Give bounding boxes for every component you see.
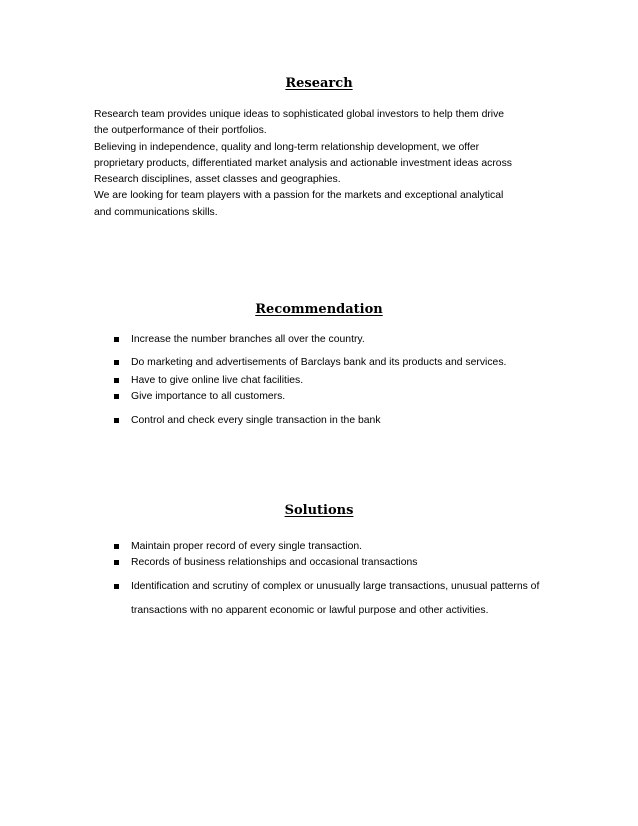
research-heading: Research (285, 76, 353, 91)
research-line: proprietary products, differentiated market analysis and actionable investment ideas across (94, 157, 512, 169)
list-item-text: Give importance to all customers. (131, 391, 286, 402)
list-item-text: Increase the number branches all over the country. (131, 334, 365, 345)
bullet-square-icon (114, 337, 119, 342)
list-item-text: Identification and scrutiny of complex or unusually large transactions, unusual patterns of transactions with no apparent economic or lawful purpose and other activities. (131, 581, 540, 616)
bullet-square-icon (114, 394, 119, 399)
recommendation-heading: Recommendation (255, 302, 383, 317)
research-line: Research team provides unique ideas to sophisticated global investors to help them drive (94, 109, 505, 120)
research-line: the outperformance of their portfolios. (94, 125, 267, 137)
research-line: Believing in independence, quality and long-term relationship development, we offer (94, 141, 480, 153)
research-line: Research disciplines, asset classes and geographies. (94, 174, 341, 186)
list-item-text: Do marketing and advertisements of Barclays bank and its products and services. (131, 357, 507, 368)
list-item-text: Control and check every single transaction in the bank (131, 415, 381, 426)
research-paragraph (94, 107, 574, 221)
bullet-square-icon (114, 544, 119, 549)
list-item-text: Have to give online live chat facilities. (131, 375, 304, 386)
bullet-square-icon (114, 584, 119, 589)
list-item-text: Maintain proper record of every single transaction. (131, 541, 363, 552)
bullet-square-icon (114, 360, 119, 365)
list-item-text: Records of business relationships and occasional transactions (131, 557, 418, 568)
research-line: and communications skills. (94, 206, 218, 218)
research-line: We are looking for team players with a passion for the markets and exceptional analytical (94, 190, 504, 202)
solutions-heading: Solutions (284, 503, 354, 518)
bullet-square-icon (114, 560, 119, 565)
bullet-square-icon (114, 378, 119, 383)
bullet-square-icon (114, 418, 119, 423)
